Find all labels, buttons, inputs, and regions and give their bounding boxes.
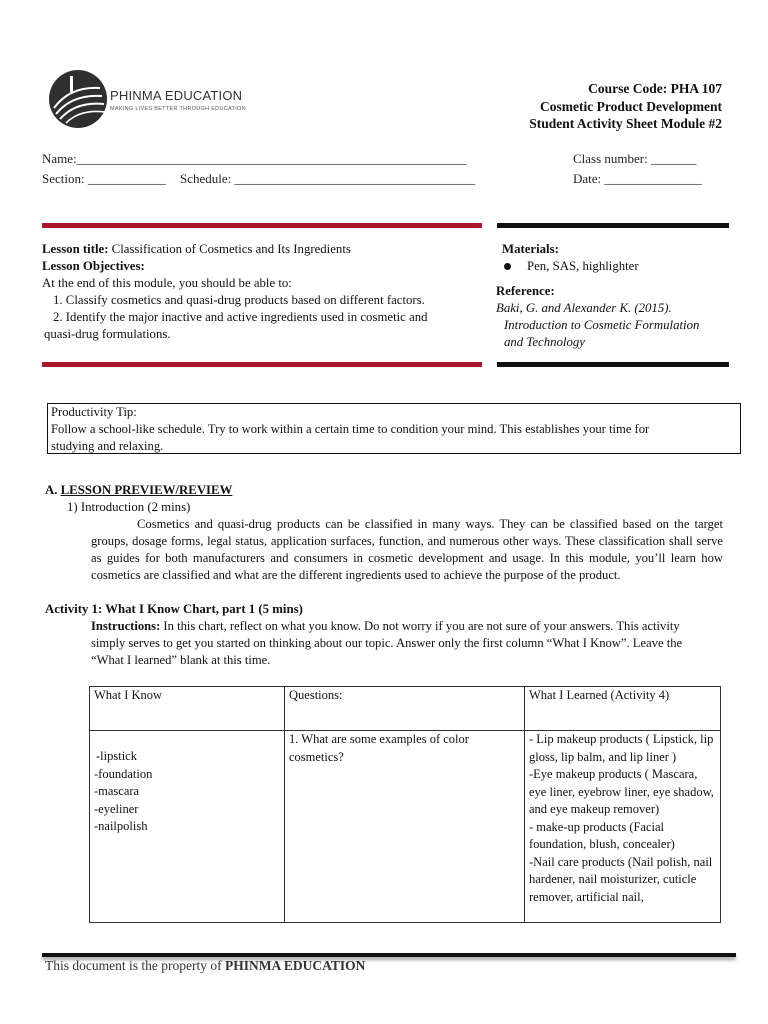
- tip-title: Productivity Tip:: [51, 405, 137, 419]
- course-info: [529, 80, 722, 133]
- materials-label: Materials:: [502, 242, 559, 256]
- sheet-title: Student Activity Sheet Module #2: [529, 116, 722, 131]
- section-a-prefix: A.: [45, 483, 61, 497]
- bottom-red-rule: [42, 362, 482, 367]
- objective-2: 2. Identify the major inactive and active ingredients used in cosmetic and: [53, 310, 428, 324]
- col-header-know: What I Know: [90, 687, 285, 731]
- know-item: -foundation: [94, 766, 153, 781]
- section-a-title: LESSON PREVIEW/REVIEW: [60, 483, 233, 497]
- course-title: Cosmetic Product Development: [540, 98, 722, 114]
- lesson-title: Classification of Cosmetics and Its Ingredients: [108, 242, 351, 256]
- date-field[interactable]: Date: _______________: [573, 171, 702, 186]
- instructions-text: In this chart, reflect on what you know. Do not worry if you are not sure of your answers. This activity simply serves to get you started on thinking about our topic. Answer only the first column “What I Know”. Leave the “What I learned” blank at this time.: [91, 619, 683, 667]
- footer-rule: [42, 953, 736, 957]
- schedule-field[interactable]: Schedule: _____________________________________: [180, 171, 476, 186]
- activity-instructions: [91, 618, 701, 669]
- bottom-black-rule: [497, 362, 729, 367]
- logo-tagline: MAKING LIVES BETTER THROUGH EDUCATION: [110, 106, 246, 112]
- learned-item: - Lip makeup products ( Lipstick, lip gloss, lip balm, and lip liner ): [529, 732, 714, 764]
- bullet-icon: [504, 263, 511, 270]
- reference-line-1: Baki, G. and Alexander K. (2015).: [496, 301, 672, 315]
- reference-line-3: and Technology: [504, 335, 585, 349]
- materials-item: Pen, SAS, highlighter: [527, 259, 639, 273]
- productivity-tip: [47, 403, 741, 454]
- learned-cell[interactable]: [525, 731, 721, 923]
- what-i-know-chart: [89, 686, 721, 923]
- learned-item: -Eye makeup products ( Mascara, eye liner, eyebrow liner, eye shadow, and eye makeup remover): [529, 767, 714, 816]
- reference-line-2: Introduction to Cosmetic Formulation: [504, 318, 700, 332]
- intro-paragraph: Cosmetics and quasi-drug products can be classified in many ways. They can be classified based on the target groups, dosage forms, legal status, application surfaces, function, and numerous other ways. These classification shall serve as guides for both manufacturers and consumers in cosmetic development and usage. In this module, you’ll learn how cosmetics are classified and what are the different ingredients used to achieve the purpose of the product.: [91, 517, 723, 582]
- top-red-rule: [42, 223, 482, 228]
- class-number-field[interactable]: Class number: _______: [573, 151, 697, 166]
- know-cell[interactable]: [90, 731, 285, 923]
- name-field[interactable]: Name:____________________________________________________________: [42, 151, 467, 166]
- lesson-block: [42, 241, 482, 343]
- know-item: -eyeliner: [94, 801, 139, 816]
- learned-item: -Nail care products (Nail polish, nail hardener, nail moisturizer, cuticle remover, artificial nail,: [529, 854, 713, 904]
- logo-name: PHINMA EDUCATION: [110, 88, 243, 103]
- col-header-learned: What I Learned (Activity 4): [525, 687, 721, 731]
- know-item: -lipstick: [96, 749, 137, 763]
- section-a-heading: [45, 482, 232, 499]
- instructions-label: Instructions:: [91, 619, 161, 633]
- lesson-title-label: Lesson title:: [42, 242, 109, 256]
- know-item: -mascara: [94, 784, 140, 798]
- intro-heading: 1) Introduction (2 mins): [67, 500, 191, 514]
- course-code: Course Code: PHA 107: [588, 81, 722, 96]
- tip-text-line-1: Follow a school-like schedule. Try to work within a certain time to condition your mind. This establishes your time for: [51, 422, 650, 436]
- lesson-objectives-label: Lesson Objectives:: [42, 259, 145, 273]
- footer-brand: PHINMA EDUCATION: [224, 958, 366, 973]
- activity-title: Activity 1: What I Know Chart, part 1 (5 mins): [45, 602, 303, 616]
- objective-2-cont: quasi-drug formulations.: [44, 327, 171, 341]
- top-black-rule: [497, 223, 729, 228]
- lesson-intro: At the end of this module, you should be able to:: [42, 276, 292, 290]
- reference-label: Reference:: [496, 284, 555, 298]
- question-cell: [285, 731, 525, 923]
- footer-prefix: This document is the property of: [45, 958, 225, 973]
- learned-item: - make-up products (Facial foundation, blush, concealer): [529, 819, 675, 851]
- section-field[interactable]: Section: ____________: [42, 171, 166, 186]
- materials-block: [496, 241, 736, 351]
- objective-1: 1. Classify cosmetics and quasi-drug products based on different factors.: [53, 293, 425, 307]
- col-header-questions: Questions:: [285, 687, 525, 731]
- footer-text: [45, 958, 365, 974]
- tip-text-line-2: studying and relaxing.: [51, 439, 164, 453]
- know-item: -nailpolish: [94, 819, 148, 833]
- question-text: 1. What are some examples of color cosmetics?: [289, 732, 469, 764]
